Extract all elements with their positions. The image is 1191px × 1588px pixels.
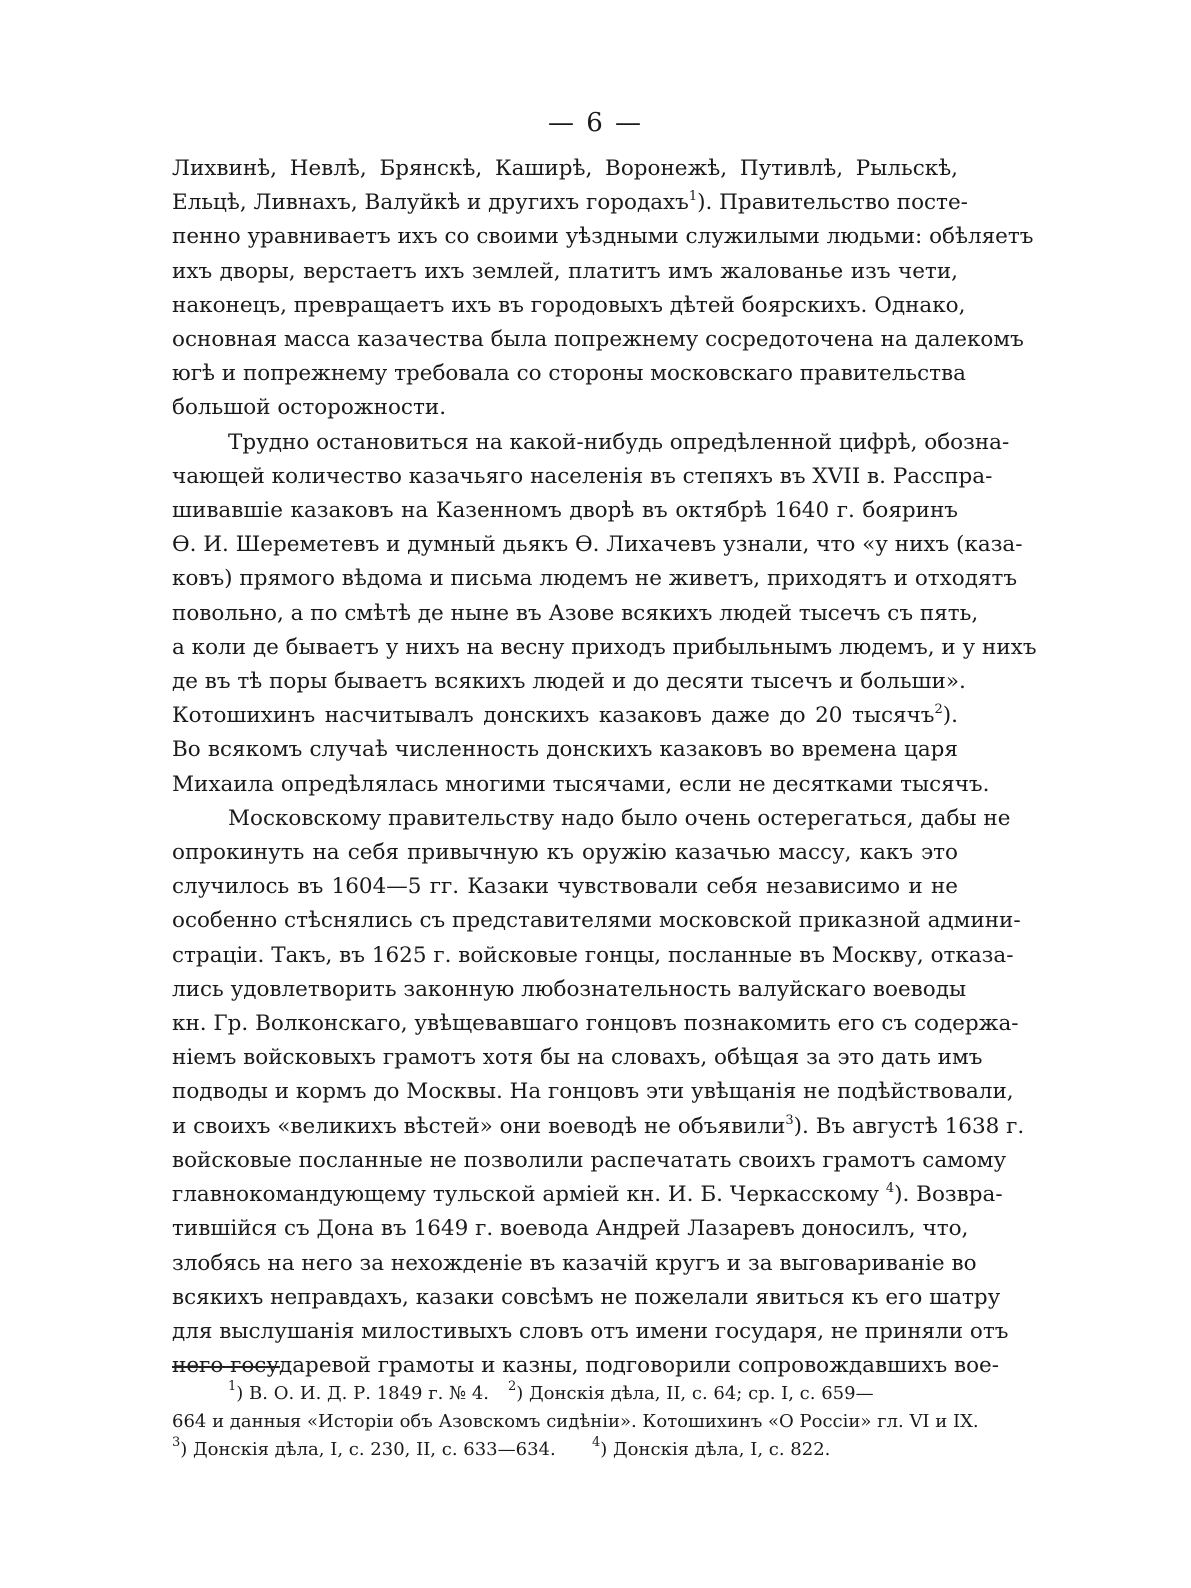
- text-line: Трудно остановиться на какой-нибудь опредѣленной цифрѣ, обозна-: [228, 429, 1010, 455]
- text-line: случилось въ 1604—5 гг. Казаки чувствовали себя независимо и не: [172, 874, 958, 900]
- text-line: шивавшіе казаковъ на Казенномъ дворѣ въ октябрѣ 1640 г. бояринъ: [172, 498, 958, 524]
- text-line: а коли де бываетъ у нихъ на весну приходъ прибыльнымъ людемъ, и у нихъ: [172, 634, 1037, 660]
- text-fragment: Котошихинъ насчитывалъ донскихъ казаковъ даже до 20 тысячъ: [172, 703, 935, 729]
- text-line: страціи. Такъ, въ 1625 г. войсковые гонцы, посланные въ Москву, отказа-: [172, 942, 1014, 968]
- footnote-text: ) В. О. И. Д. Р. 1849 г. № 4.: [236, 1383, 490, 1404]
- text-fragment: и своихъ «великихъ вѣстей» они воеводѣ не объявили: [172, 1113, 786, 1139]
- text-line: ніемъ войсковыхъ грамотъ хотя бы на словахъ, обѣщая за это дать имъ: [172, 1045, 983, 1071]
- text-fragment: Ельцѣ, Ливнахъ, Валуйкѣ и другихъ городахъ: [172, 190, 689, 216]
- text-line: особенно стѣснялись съ представителями московской приказной админи-: [172, 908, 1021, 934]
- text-line: пенно уравниваетъ ихъ со своими уѣздными служилыми людьми: обѣляетъ: [172, 224, 1034, 250]
- text-line: тившійся съ Дона въ 1649 г. воевода Андрей Лазаревъ доносилъ, что,: [172, 1216, 969, 1242]
- footnote-mark: 1: [228, 1379, 237, 1394]
- text-line: ихъ дворы, верстаетъ ихъ землей, платитъ имъ жалованье изъ чети,: [172, 258, 958, 284]
- footnote-mark: 3: [172, 1435, 181, 1450]
- text-line: большой осторожности.: [172, 395, 447, 421]
- text-line: югѣ и попрежнему требовала со стороны московскаго правительства: [172, 361, 966, 387]
- text-line: лись удовлетворить законную любознательность валуйскаго воеводы: [172, 976, 967, 1002]
- text-fragment: ). Въ августѣ 1638 г.: [793, 1113, 1025, 1139]
- text-line: Лихвинѣ, Невлѣ, Брянскѣ, Каширѣ, Воронежѣ, Путивлѣ, Рыльскѣ,: [172, 156, 958, 181]
- text-fragment: ).: [942, 703, 958, 729]
- text-fragment: главнокомандующему тульской арміей кн. И. Б. Черкасскому: [172, 1182, 879, 1208]
- text-line: подводы и кормъ до Москвы. На гонцовъ эти увѣщанія не подѣйствовали,: [172, 1079, 1014, 1105]
- footnote-ref: 4: [885, 1181, 895, 1197]
- footnote-divider: [172, 1366, 280, 1368]
- text-line: всякихъ неправдахъ, казаки совсѣмъ не пожелали явиться къ его шатру: [172, 1284, 1001, 1310]
- text-line: Ѳ. И. Шереметевъ и думный дьякъ Ѳ. Лихачевъ узнали, что «у нихъ (каза-: [172, 532, 1023, 558]
- footnote-line: 664 и данныя «Исторіи объ Азовскомъ сидѣніи». Котошихинъ «О Россіи» гл. VI и IX.: [172, 1411, 979, 1432]
- footnote-ref: 2: [934, 702, 943, 718]
- text-line: [172, 186, 968, 220]
- footnote-text: ) Донскія дѣла, II, с. 64; ср. I, с. 659—: [516, 1383, 874, 1404]
- text-line: ковъ) прямого вѣдома и письма людемъ не живетъ, приходятъ и отходятъ: [172, 566, 1018, 592]
- footnote-mark: 2: [508, 1379, 517, 1394]
- page-number: — 6 —: [547, 108, 644, 138]
- main-text: [172, 152, 1037, 1383]
- text-line: основная масса казачества была попрежнему сосредоточена на далекомъ: [172, 327, 1024, 353]
- footnote-1: [172, 1380, 508, 1408]
- text-line: злобясь на него за нехожденіе въ казачій кругъ и за выговариваніе во: [172, 1250, 977, 1276]
- footnote-ref: 1: [688, 189, 698, 205]
- text-line: для выслушанія милостивыхъ словъ отъ имени государя, не приняли отъ: [172, 1318, 1009, 1344]
- text-line: повольно, а по смѣтѣ де ныне въ Азове всякихъ людей тысечъ съ пять,: [172, 600, 979, 626]
- footnotes: [172, 1379, 979, 1464]
- text-line: него государевой грамоты и казны, подговорили сопровождавшихъ вое-: [172, 1353, 1000, 1379]
- text-line: кн. Гр. Волконскаго, увѣщевавшаго гонцовъ познакомить его съ содержа-: [172, 1011, 1019, 1037]
- text-line: опрокинуть на себя привычную къ оружію казачью массу, какъ это: [172, 840, 958, 866]
- text-fragment: ). Правительство посте-: [697, 190, 968, 216]
- text-line: Московскому правительству надо было очень остерегаться, дабы не: [228, 805, 1011, 831]
- text-line: Михаила опредѣлялась многими тысячами, если не десятками тысячъ.: [172, 771, 990, 797]
- text-line: [172, 699, 958, 733]
- footnote-4: [592, 1436, 830, 1464]
- footnote-line: [172, 1380, 958, 1408]
- footnote-ref: 3: [785, 1112, 794, 1128]
- text-line: [172, 1178, 1003, 1212]
- text-line: [172, 1110, 1025, 1144]
- text-line: чающей количество казачьяго населенія въ степяхъ въ XVII в. Расспра-: [172, 463, 993, 489]
- footnote-3: [172, 1436, 592, 1464]
- footnote-text: ) Донскія дѣла, I, с. 822.: [600, 1439, 831, 1460]
- text-line: наконецъ, превращаетъ ихъ въ городовыхъ дѣтей боярскихъ. Однако,: [172, 292, 966, 318]
- footnote-text: ) Донскія дѣла, I, с. 230, II, с. 633—634.: [180, 1439, 556, 1460]
- text-line: Во всякомъ случаѣ численность донскихъ казаковъ во времена царя: [172, 737, 958, 763]
- footnote-2: [508, 1380, 874, 1408]
- text-line: де въ тѣ поры бываетъ всякихъ людей и до десяти тысечъ и больши».: [172, 669, 966, 695]
- footnote-line: [172, 1436, 958, 1464]
- footnote-mark: 4: [592, 1435, 601, 1450]
- text-fragment: ). Возвра-: [894, 1182, 1003, 1208]
- text-line: войсковые посланные не позволили распечатать своихъ грамотъ самому: [172, 1147, 1007, 1173]
